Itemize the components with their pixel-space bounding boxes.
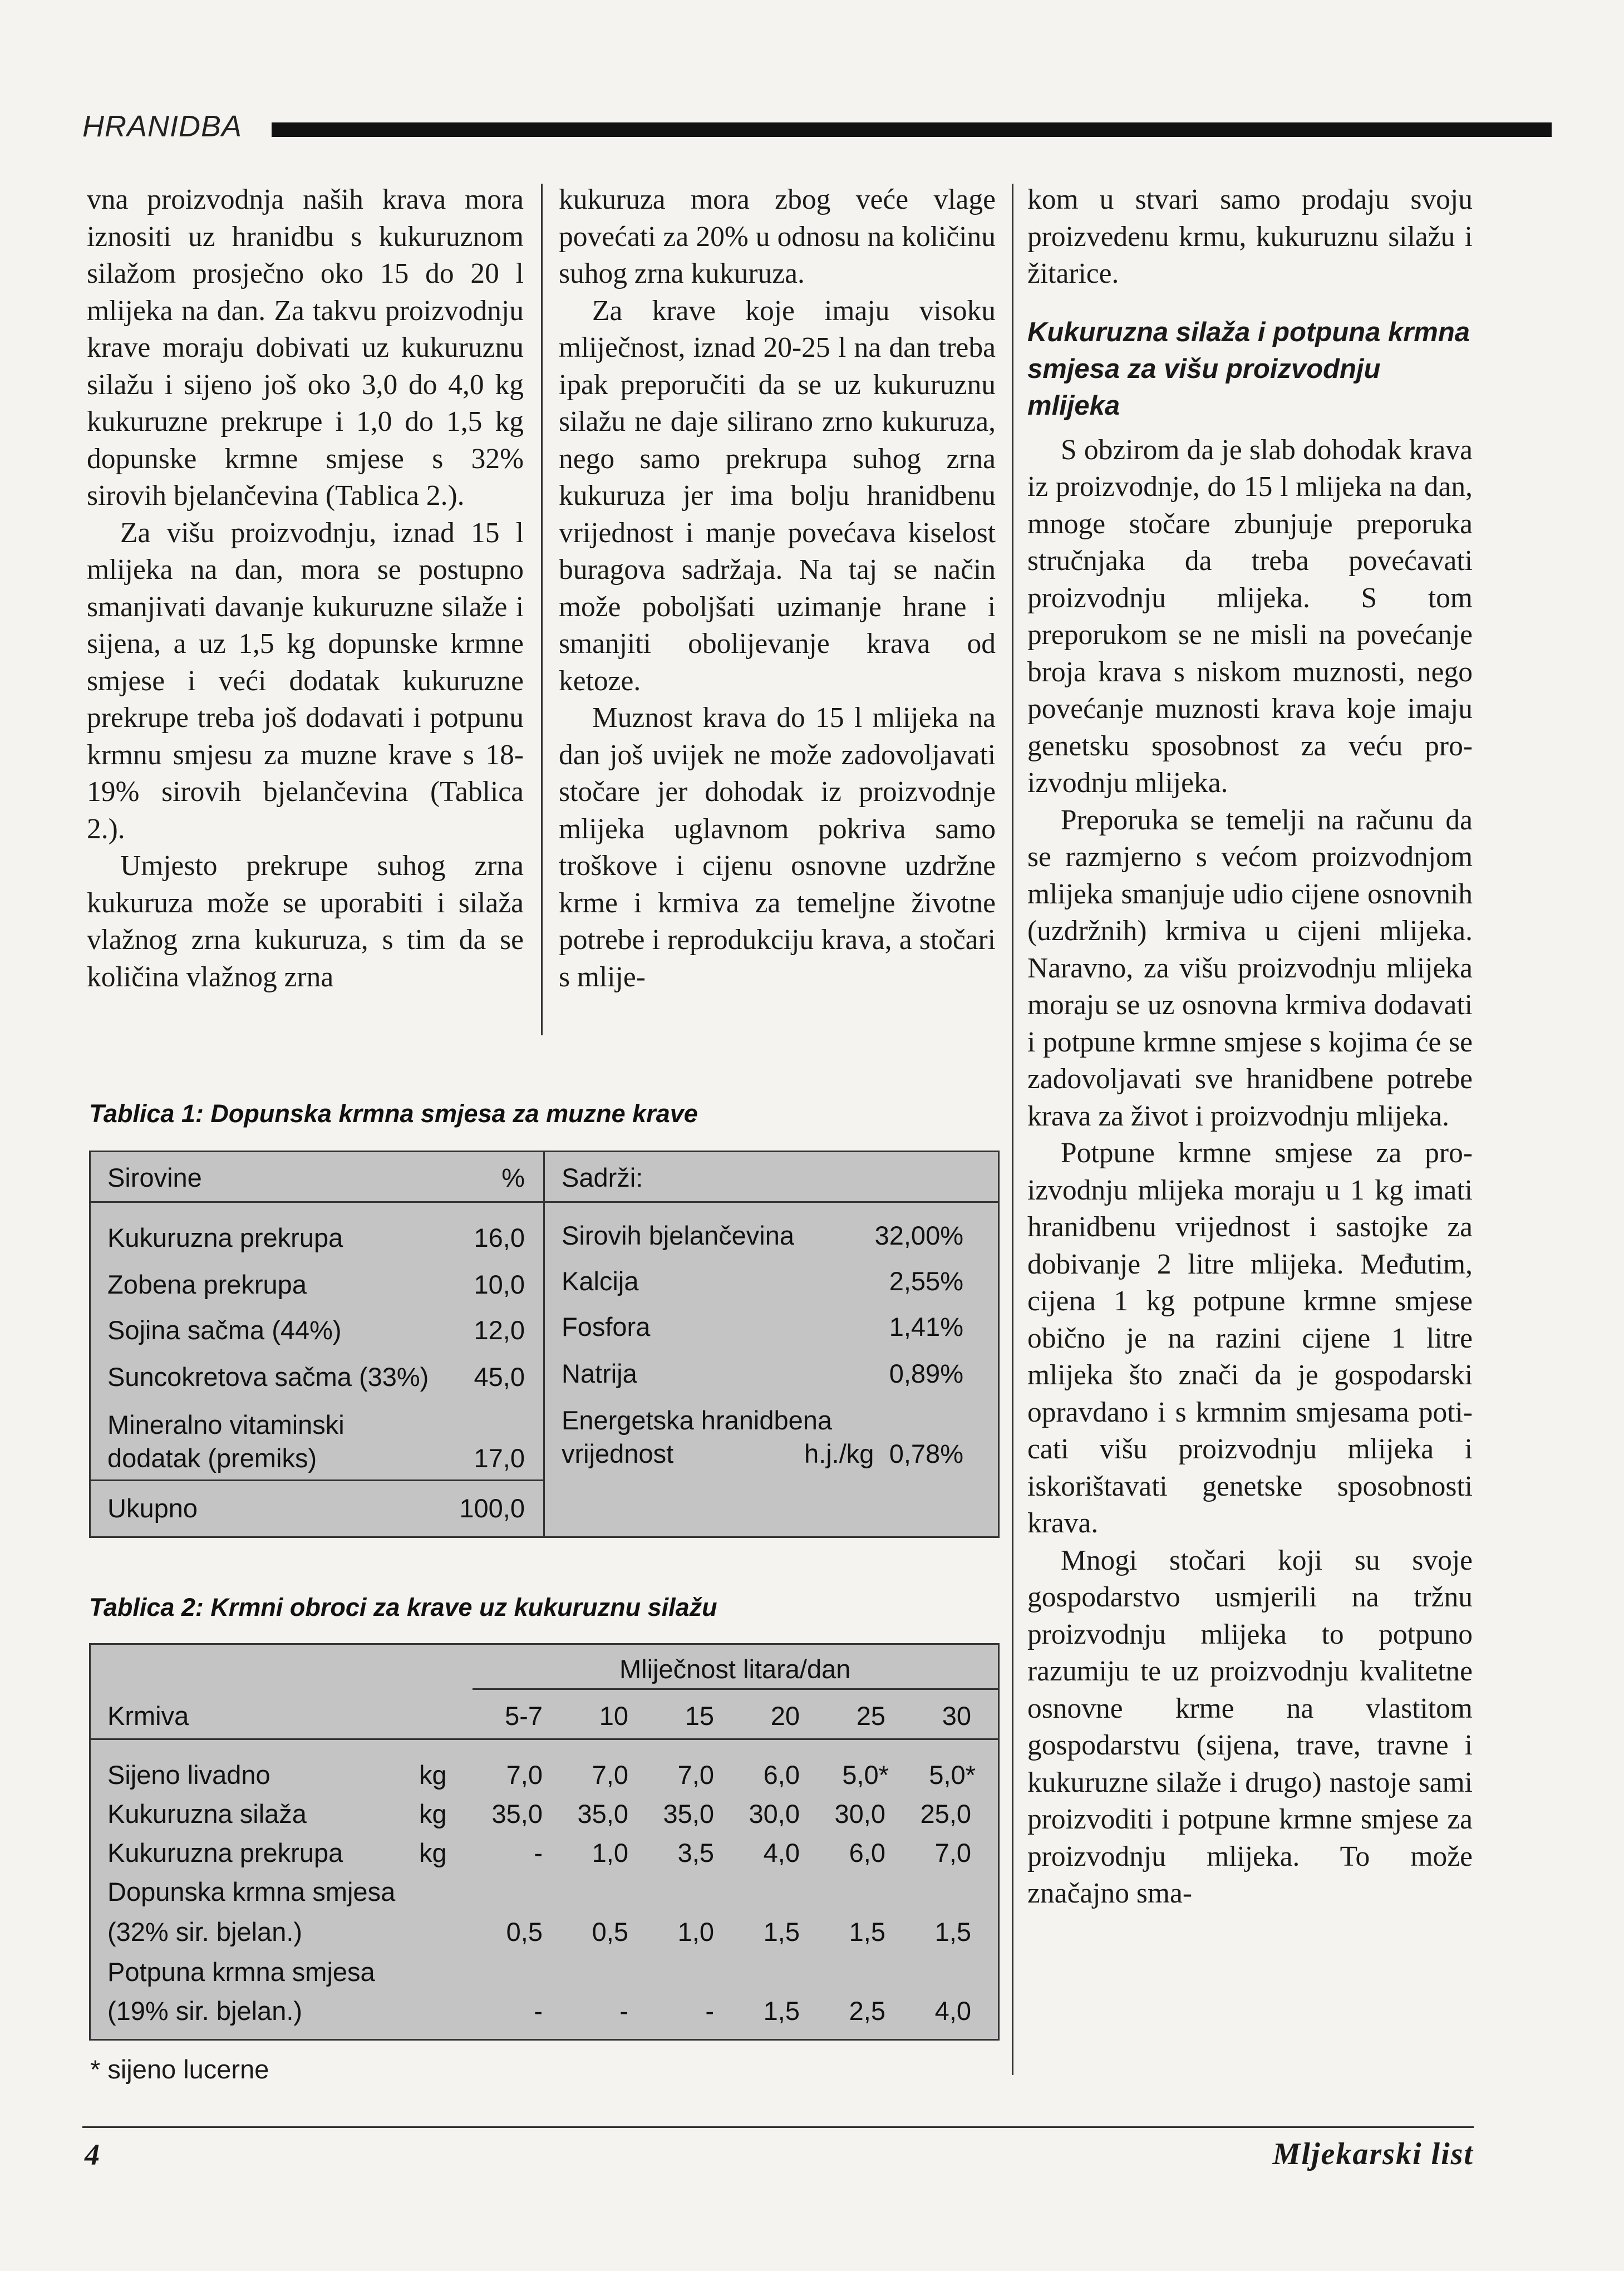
table-2: [89, 1643, 1000, 2041]
table-row-name: Kukuruzna prekrupa: [107, 1838, 343, 1867]
table-divider: [91, 1738, 998, 1740]
text-column-1: [87, 181, 524, 996]
table-row-unit: kg: [419, 1799, 447, 1828]
table-cell: 1,0: [677, 1917, 714, 1946]
table-cell: -: [619, 1996, 628, 2026]
table-row-name: Sijeno livadno: [107, 1760, 270, 1790]
column-divider: [541, 184, 543, 1035]
paragraph: S obzirom da je slab dohodak krava iz proizvodnje, do 15 l mlijeka na dan, mnoge stočare zbunjuje preporuka stručnjaka da treba povećavati proizvodnju mlijeka. S tom preporukom se ne misli na povećanje broja krava s niskom muznosti, nego povećanje muznosti krava koje imaju genetsku sposobnost za veću proizvodnju mlijeka.: [1027, 434, 1473, 799]
table-cell: -: [534, 1838, 543, 1867]
page-number: 4: [85, 2138, 100, 2171]
table-cell: 2,5: [849, 1996, 885, 2026]
paragraph: kom u stvari samo prodaju svoju proizvedenu krmu, kukuruznu silažu i žitarice.: [1027, 184, 1473, 289]
table-row-name: Dopunska krmna smjesa: [107, 1877, 396, 1906]
table-cell: 1,5: [849, 1917, 885, 1946]
table-cell: 1,5: [763, 1917, 800, 1946]
col-header: 30: [942, 1701, 971, 1731]
paragraph: Za krave koje imaju visoku mliječnost, iznad 20-25 l na dan treba ipak preporučiti da se uz kukuruznu silažu ne daje silirano zrno kukuruza, nego samo prekrupa suhog zrna kukuruza jer ima bolju hranidbenu vrijednost i manje povećava kiselost buragova sadržaja. Na taj se način može poboljšati uzimanje hrane i smanjiti obolijevanje krava od ketoze.: [559, 294, 996, 697]
table-cell: 35,0: [577, 1799, 628, 1828]
table-cell: 5,0*: [842, 1760, 889, 1790]
table-cell: 1,5: [934, 1917, 971, 1946]
table-cell: 7,0: [592, 1760, 628, 1790]
total-label: Ukupno: [107, 1493, 198, 1523]
content-name: Natrija: [562, 1359, 637, 1388]
col-header: 10: [599, 1701, 628, 1731]
content-name: Sirovih bjelančevina: [562, 1221, 795, 1250]
table-row-name: Kukuruzna silaža: [107, 1799, 307, 1828]
table-row-value: 12,0: [474, 1315, 525, 1345]
table-cell: 6,0: [849, 1838, 885, 1867]
table-row-name: Suncokretova sačma (33%): [107, 1362, 429, 1392]
content-value: 0,89%: [889, 1359, 963, 1388]
col-header-percent: %: [501, 1163, 525, 1192]
paragraph: Muznost krava do 15 l mlijeka na dan još uvijek ne može zadovoljavati stočare jer dohodak iz proizvodnje mlijeka uglavnom pokriva samo troškove i cijenu osnovne uzdržne krme i krmiva za temeljne životne potrebe i reprodukciju krava, a stočari s mlije-: [559, 702, 996, 993]
table-row-name: dodatak (premiks): [107, 1443, 317, 1473]
table-row-name: Sojina sačma (44%): [107, 1315, 342, 1345]
table-row-unit: kg: [419, 1760, 447, 1790]
table-cell: -: [534, 1996, 543, 2026]
paragraph: vna proizvodnja naših krava mora iznositi uz hranidbu s kukuruznom silažom prosječno oko 15 do 20 l mlijeka na dan. Za takvu proizvodnju krave moraju dobivati uz kukuruznu silažu i sijeno još oko 3,0 do 4,0 kg kukuruzne prekrupe i 1,0 do 1,5 kg dopunske krmne smjese s 32% sirovih bjelančevina (Tablica 2.).: [87, 184, 524, 512]
col-header: 5-7: [505, 1701, 543, 1731]
table-cell: -: [705, 1996, 714, 2026]
table-cell: 0,5: [506, 1917, 543, 1946]
table-2-caption: Tablica 2: Krmni obroci za krave uz kukuruznu silažu: [89, 1593, 717, 1621]
content-value: 0,78%: [889, 1439, 963, 1468]
col-header: 20: [770, 1701, 800, 1731]
content-name: Kalcija: [562, 1266, 639, 1296]
table-cell: 4,0: [934, 1996, 971, 2026]
table-cell: 1,5: [763, 1996, 800, 2026]
journal-name: Mljekarski list: [1272, 2137, 1474, 2171]
table-row-unit: kg: [419, 1838, 447, 1867]
table-cell: 35,0: [663, 1799, 714, 1828]
col-header-krmiva: Krmiva: [107, 1701, 189, 1731]
table-cell: 7,0: [934, 1838, 971, 1867]
table-row-value: 17,0: [474, 1443, 525, 1473]
table-cell: 7,0: [506, 1760, 543, 1790]
section-label: HRANIDBA: [82, 110, 243, 143]
table-row-name: Potpuna krmna smjesa: [107, 1957, 375, 1987]
table-row-value: 10,0: [474, 1270, 525, 1299]
paragraph: Preporuka se temelji na računu da se razmjerno s većom proizvodnjom mlijeka smanjuje udio cijene osnovnih (uzdržnih) krmiva u cijeni mlijeka. Naravno, za višu proizvodnju mlijeka moraju se uz osnovna krmiva dodavati i potpune krmne smjese s kojima će se zadovoljavati sve hranidbene potrebe krava za život i proizvodnju mlijeka.: [1027, 804, 1473, 1132]
paragraph: Umjesto prekrupe suhog zrna kukuruza može se uporabiti i silaža vlažnog zrna kukuruza, s tim da se količina vlažnog zrna: [87, 850, 524, 993]
table-row-name: Mineralno vitaminski: [107, 1410, 345, 1439]
table-row-value: 16,0: [474, 1223, 525, 1252]
col-header-sirovine: Sirovine: [107, 1163, 202, 1192]
text-column-3: [1027, 181, 1473, 1913]
table-cell: 7,0: [677, 1760, 714, 1790]
text-column-2: [559, 181, 996, 996]
column-divider: [1012, 184, 1013, 2075]
content-value: 32,00%: [874, 1221, 963, 1250]
table-row-name: (32% sir. bjelan.): [107, 1917, 303, 1946]
running-head: [82, 109, 1474, 148]
table-cell: 4,0: [763, 1838, 800, 1867]
paragraph: kukuruza mora zbog veće vlage povećati za 20% u odnosu na količinu suhog zrna kukuruza.: [559, 184, 996, 289]
paragraph: Mnogi stočari koji su svoje gospodarstvo usmjerili na tržnu proizvodnju mlijeka to potpuno razumiju te uz proizvodnju kvalitetne osnovne krme na vlastitom gospodarstvu (sijena, trave, travne i kukuruzne silaže i drugo) nastoje sami proizvoditi i potpune krmne smjese za proizvodnju mlijeka. To može značajno sma-: [1027, 1544, 1473, 1909]
table-divider: [91, 1201, 998, 1203]
table-1-caption: Tablica 1: Dopunska krmna smjesa za muzne krave: [89, 1099, 698, 1128]
table-cell: 0,5: [592, 1917, 628, 1946]
table-row-value: 45,0: [474, 1362, 525, 1392]
table-cell: 30,0: [834, 1799, 885, 1828]
table-row-name: Kukuruzna prekrupa: [107, 1223, 343, 1252]
table-row-name: Zobena prekrupa: [107, 1270, 307, 1299]
table-cell: 35,0: [491, 1799, 543, 1828]
col-header-sadrzi: Sadrži:: [562, 1163, 643, 1192]
content-name: vrijednost: [562, 1439, 674, 1468]
header-bar: [272, 122, 1552, 137]
table-cell: 25,0: [920, 1799, 971, 1828]
table-divider: [473, 1688, 998, 1690]
table-1: [89, 1151, 1000, 1538]
table-divider: [543, 1152, 545, 1536]
total-value: 100,0: [459, 1493, 525, 1523]
table-cell: 30,0: [749, 1799, 800, 1828]
col-header: 15: [685, 1701, 714, 1731]
table-cell: 3,5: [677, 1838, 714, 1867]
group-header: Mliječnost litara/dan: [619, 1654, 851, 1684]
content-value: 2,55%: [889, 1266, 963, 1296]
content-name: Fosfora: [562, 1312, 651, 1341]
content-value: 1,41%: [889, 1312, 963, 1341]
table-cell: 1,0: [592, 1838, 628, 1867]
table-cell: 6,0: [763, 1760, 800, 1790]
paragraph: Za višu proizvodnju, iznad 15 l mlijeka na dan, mora se postupno smanjivati davanje kukuruzne silaže i sijena, a uz 1,5 kg dopunske krmne smjese i veći dodatak kukuruzne prekrupe treba još dodavati i potpunu krmnu smjesu za muzne krave s 18-19% sirovih bjelančevina (Tablica 2.).: [87, 517, 524, 845]
table-footnote: * sijeno lucerne: [90, 2054, 269, 2084]
table-divider: [91, 1479, 543, 1481]
subheading: Kukuruzna silaža i potpuna krmna smjesa za višu proizvodnju mlijeka: [1027, 317, 1470, 421]
table-cell: 5,0*: [929, 1760, 976, 1790]
paragraph: Potpune krmne smjese za proizvodnju mlijeka moraju u 1 kg imati hranidbenu vrijednost i sastojke za dobivanje 2 litre mlijeka. Međutim, cijena 1 kg potpune krmne smjese obično je na razini cijene 1 litre mlijeka što znači da je gospodarski opravdano i s krmnim smjesama poticati višu proizvodnju mlijeka i iskorištavati genetske sposobnosti krava.: [1027, 1137, 1473, 1539]
table-row-name: (19% sir. bjelan.): [107, 1996, 303, 2026]
content-unit: h.j./kg: [804, 1439, 874, 1468]
content-name: Energetska hranidbena: [562, 1405, 833, 1435]
footer-rule: [82, 2126, 1474, 2128]
col-header: 25: [856, 1701, 885, 1731]
